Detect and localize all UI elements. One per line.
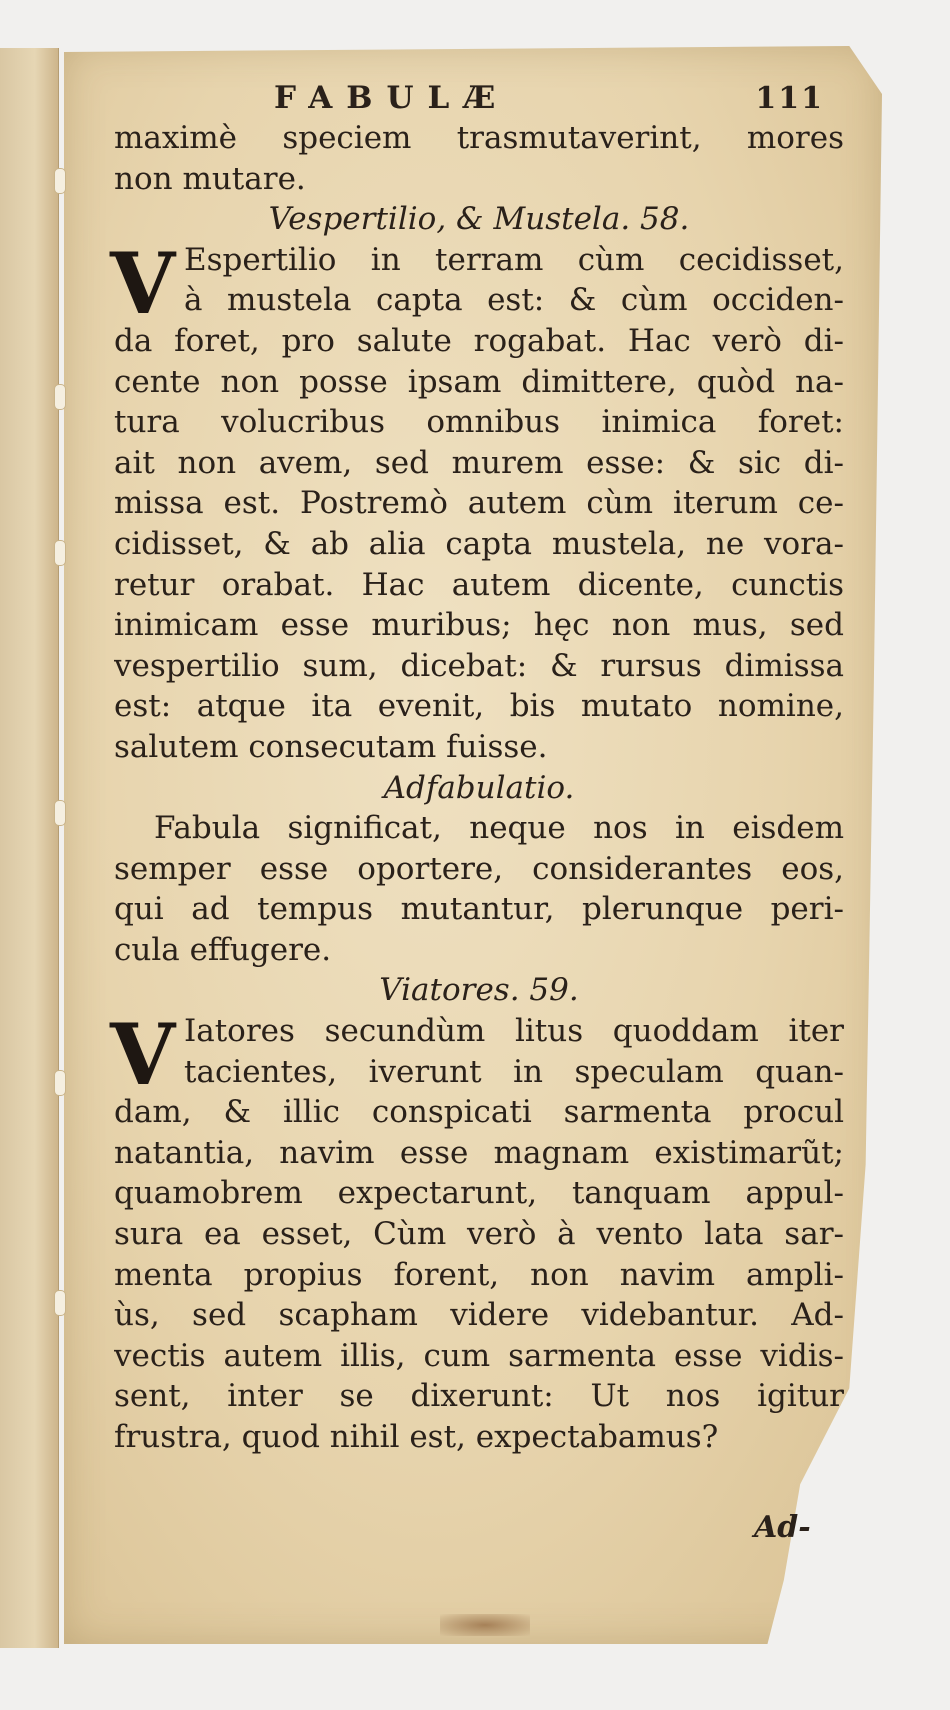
running-title: FABULÆ <box>274 80 510 116</box>
text-line: quamobrem expectarunt, tanquam appul- <box>114 1175 844 1212</box>
text-line: vespertilio sum, dicebat: & rursus dimissa <box>114 647 844 684</box>
text-line: inimicam esse muribus; hęc non mus, sed <box>114 607 844 644</box>
text-line: ait non avem, sed murem esse: & sic di- <box>114 444 844 481</box>
text-line: cente non posse ipsam dimittere, quòd na- <box>114 363 844 400</box>
sewing-hole <box>54 800 66 826</box>
page-text <box>110 78 844 1458</box>
text-line: semper esse oportere, considerantes eos, <box>114 850 844 887</box>
text-line: missa est. Postremò autem cùm iterum ce- <box>114 485 844 522</box>
text-line: retur orabat. Hac autem dicente, cunctis <box>114 566 844 603</box>
running-head <box>114 78 844 118</box>
page-number: 111 <box>755 81 824 116</box>
text-line: frustra, quod nihil est, expectabamus? <box>114 1419 719 1455</box>
text-line: qui ad tempus mutantur, plerunque peri- <box>114 891 844 928</box>
text-line: ùs, sed scapham videre videbantur. Ad- <box>114 1297 844 1334</box>
text-line: maximè speciem trasmutaverint, mores <box>114 120 844 156</box>
sewing-hole <box>54 384 66 410</box>
text-line: salutem consecutam fuisse. <box>114 728 548 765</box>
text-line: vectis autem illis, cum sarmenta esse vidis- <box>114 1337 844 1374</box>
paper-stain <box>440 1614 530 1636</box>
fable-59-opening <box>110 1005 844 1105</box>
sewing-hole <box>54 1290 66 1316</box>
moral-heading: Adfabulatio. <box>383 769 575 806</box>
text-line: sura ea esset, Cùm verò à vento lata sar- <box>114 1216 844 1253</box>
sewing-hole <box>54 1070 66 1096</box>
binding-spine <box>0 48 59 1648</box>
text-line: da foret, pro salute rogabat. Hac verò di- <box>114 322 844 359</box>
text-line: cula effugere. <box>114 931 332 968</box>
text-line: natantia, navim esse magnam existimarũt; <box>114 1134 844 1171</box>
text-line: tacientes, iverunt in speculam quan- <box>184 1053 844 1090</box>
catchword: Ad- <box>754 1510 811 1545</box>
text-line: Espertilio in terram cùm cecidisset, <box>184 241 844 278</box>
fable-59-heading: Viatores. 59. <box>379 972 579 1009</box>
drop-cap: V <box>110 233 176 333</box>
text-line: sent, inter se dixerunt: Ut nos igitur <box>114 1378 844 1415</box>
fable-58-opening <box>110 233 844 333</box>
text-line: Iatores secundùm litus quoddam iter <box>184 1013 844 1050</box>
text-line: Fabula significat, neque nos in eisdem <box>154 810 844 847</box>
text-line: tura volucribus omnibus inimica foret: <box>114 404 844 441</box>
text-line: dam, & illic conspicati sarmenta procul <box>114 1094 844 1131</box>
sewing-hole <box>54 168 66 194</box>
text-line: à mustela capta est: & cùm occiden- <box>184 282 844 319</box>
drop-cap: V <box>110 1005 176 1105</box>
fable-58-heading: Vespertilio, & Mustela. 58. <box>268 201 690 238</box>
text-line: cidisset, & ab alia capta mustela, ne vora- <box>114 525 844 562</box>
sewing-hole <box>54 540 66 566</box>
text-line: est: atque ita evenit, bis mutato nomine, <box>114 688 844 725</box>
text-line: non mutare. <box>114 160 306 197</box>
text-line: menta propius forent, non navim ampli- <box>114 1256 844 1293</box>
